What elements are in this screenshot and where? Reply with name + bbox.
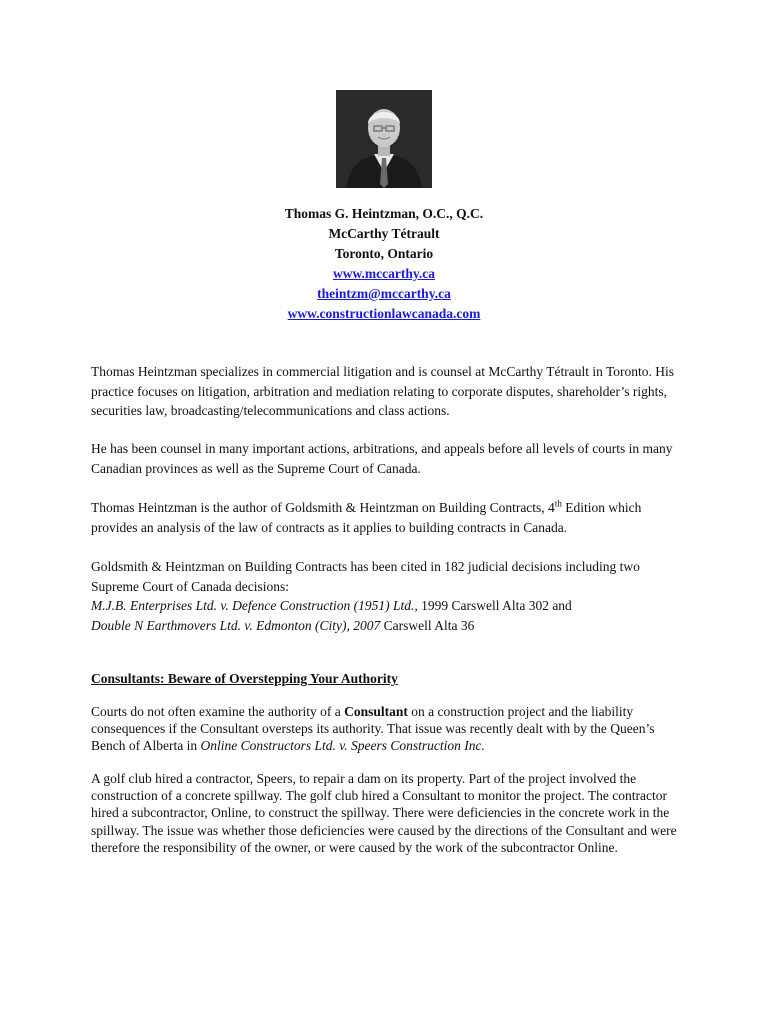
portrait-image xyxy=(336,90,432,188)
citations-intro: Goldsmith & Heintzman on Building Contracts has been cited in 182 judicial decisions including two Supreme Court of Canada decisions: xyxy=(91,559,640,594)
bio-paragraph-3 xyxy=(91,498,691,537)
edition-superscript: th xyxy=(554,498,562,509)
article-p1-text-b: on a construction project and the liability consequences if the Consultant oversteps its authority. That issue was recently dealt with by the Queen’s Bench of Alberta in xyxy=(91,704,655,754)
author-name: Thomas G. Heintzman, O.C., Q.C. xyxy=(284,206,484,221)
case-2-name: Double N Earthmovers Ltd. v. Edmonton (City), 2007 xyxy=(91,617,381,633)
bio-paragraph-1: Thomas Heintzman specializes in commercial litigation and is counsel at McCarthy Tétrault in Toronto. His practice focuses on litigation, arbitration and mediation relating to corporate disputes, shareholder’s rights, securities law, broadcasting/telecommunications and class actions. xyxy=(91,364,675,418)
case-name-online: Online Constructors Ltd. v. Speers Construction Inc. xyxy=(200,738,485,754)
case-citation-2 xyxy=(91,616,691,636)
citations-paragraph xyxy=(91,557,691,635)
blog-website-link[interactable]: www.constructionlawcanada.com xyxy=(287,306,481,321)
book-text-b: Edition which provides an analysis of the law of contracts as it applies to building contracts in Canada. xyxy=(91,500,642,535)
email-link[interactable]: theintzm@mccarthy.ca xyxy=(317,286,451,301)
article-heading: Consultants: Beware of Overstepping Your Authority xyxy=(91,671,398,686)
article-paragraph-1 xyxy=(91,703,691,755)
author-header xyxy=(0,204,768,324)
case-1-name: M.J.B. Enterprises Ltd. v. Defence Construction (1951) Ltd., xyxy=(91,598,418,613)
author-firm: McCarthy Tétrault xyxy=(328,226,440,241)
book-text-a: Thomas Heintzman is the author of Goldsmith & Heintzman on Building Contracts, 4 xyxy=(91,500,555,515)
author-photo xyxy=(336,90,432,188)
case-citation-1 xyxy=(91,596,691,616)
case-2-reference: Carswell Alta 36 xyxy=(380,617,475,633)
author-city: Toronto, Ontario xyxy=(334,246,434,261)
article-p1-text-a: Courts do not often examine the authority of a xyxy=(91,704,345,719)
bio-paragraph-2: He has been counsel in many important actions, arbitrations, and appeals before all levels of courts in many Canadian provinces as well as the Supreme Court of Canada. xyxy=(91,441,673,476)
consultant-bold: Consultant xyxy=(344,704,408,719)
firm-website-link[interactable]: www.mccarthy.ca xyxy=(333,266,435,281)
article-paragraph-2: A golf club hired a contractor, Speers, to repair a dam on its property. Part of the project involved the construction of a concrete spillway. The golf club hired a Consultant to monitor the project. The contractor hired a subcontractor, Online, to construct the spillway. There were deficiencies in the concrete work in the spillway. The issue was whether those deficiencies were caused by the directions of the Consultant and were therefore the responsibility of the owner, or were caused by the work of the subcontractor Online. xyxy=(91,771,677,855)
case-1-reference: 1999 Carswell Alta 302 and xyxy=(417,598,572,613)
